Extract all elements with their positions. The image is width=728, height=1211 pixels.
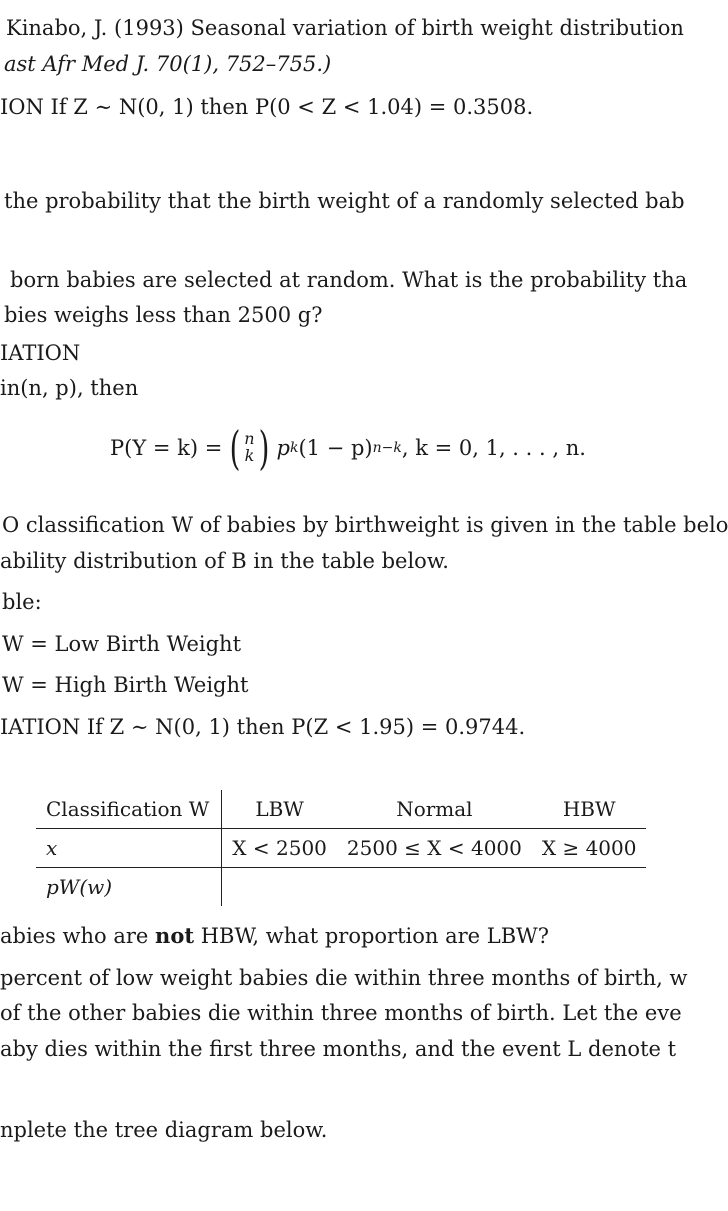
text-line: W = Low Birth Weight <box>2 632 242 656</box>
table-row <box>36 829 646 868</box>
text-line: bies weighs less than 2500 g? <box>4 303 323 327</box>
formula-p: p <box>276 436 290 460</box>
table-header-cell: Classification W <box>36 790 222 829</box>
binomial-formula <box>110 421 586 475</box>
text-line: W = High Birth Weight <box>2 673 249 697</box>
text-line: of the other babies die within three months of birth. Let the eve <box>0 1001 682 1025</box>
table-header-cell: LBW <box>222 790 337 829</box>
text-fragment: abies who are <box>0 924 156 948</box>
table-cell: pW(w) <box>36 868 222 907</box>
table-cell <box>222 868 337 907</box>
table-cell: x <box>36 829 222 868</box>
binom-bottom: k <box>244 446 255 465</box>
text-line: aby dies within the first three months, and the event L denote t <box>0 1037 677 1061</box>
table-header-cell: Normal <box>337 790 532 829</box>
binom-top: n <box>244 429 255 449</box>
text-line: in(n, p), then <box>0 376 139 400</box>
formula-1mp: (1 − p) <box>298 436 373 460</box>
formula-p-exp: k <box>290 440 299 456</box>
formula-1mp-exp: n−k <box>372 440 402 456</box>
table-header-cell: HBW <box>532 790 647 829</box>
classification-table <box>36 790 646 906</box>
text-line <box>0 925 549 947</box>
table-cell: X < 2500 <box>222 829 337 868</box>
formula-lhs: P(Y = k) = <box>110 436 223 460</box>
table-row <box>36 868 646 907</box>
text-line: O classification W of babies by birthweight is given in the table belo <box>2 513 728 537</box>
emphasis-not: not <box>155 923 195 948</box>
text-line: percent of low weight babies die within three months of birth, w <box>0 966 688 990</box>
text-fragment: HBW, what proportion are LBW? <box>194 924 549 948</box>
text-line: nplete the tree diagram below. <box>0 1118 328 1142</box>
table-cell: 2500 ≤ X < 4000 <box>337 829 532 868</box>
text-line: born babies are selected at random. What is the probability tha <box>10 268 688 292</box>
text-line: ability distribution of B in the table below. <box>0 549 449 573</box>
binomial-coefficient: ( n k ) <box>229 421 269 475</box>
text-line: ION If Z ∼ N(0, 1) then P(0 < Z < 1.04) = 0.3508. <box>0 95 534 119</box>
text-line: ast Afr Med J. 70(1), 752–755.) <box>4 52 332 76</box>
table-cell <box>337 868 532 907</box>
formula-range: , k = 0, 1, . . . , n. <box>401 436 586 460</box>
text-line: IATION <box>0 341 81 365</box>
table-header-row <box>36 790 646 829</box>
text-line: Kinabo, J. (1993) Seasonal variation of birth weight distribution <box>6 16 684 40</box>
table-cell: X ≥ 4000 <box>532 829 647 868</box>
text-line: ble: <box>2 590 42 614</box>
text-line: the probability that the birth weight of a randomly selected bab <box>4 189 685 213</box>
table-cell <box>532 868 647 907</box>
text-line: IATION If Z ∼ N(0, 1) then P(Z < 1.95) = 0.9744. <box>0 715 526 739</box>
